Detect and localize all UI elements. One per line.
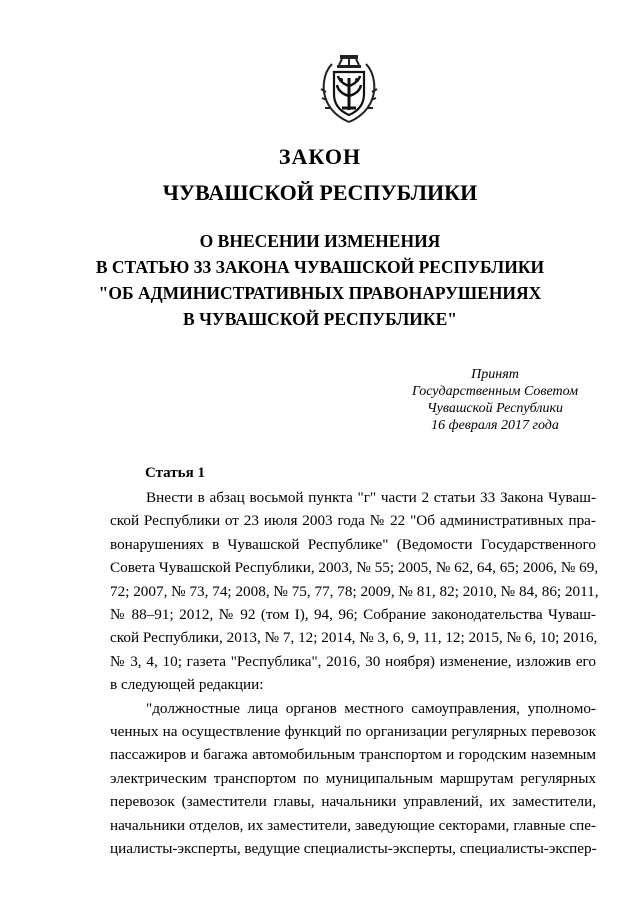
- text-line: Внести в абзац восьмой пункта "г" части 2 статьи 33 Закона Чуваш-: [146, 489, 596, 506]
- law-subtitle-line-2: В СТАТЬЮ 33 ЗАКОНА ЧУВАШСКОЙ РЕСПУБЛИКИ: [95, 257, 545, 277]
- text-line: № 3, 4, 10; газета "Республика", 2016, 30 ноября) изменение, изложив его: [110, 652, 596, 670]
- text-line: № 88–91; 2012, № 92 (том I), 94, 96; Собрание законодательства Чуваш-: [110, 606, 596, 624]
- adoption-line: Государственным Советом: [411, 384, 579, 399]
- text-line: электрическим транспортом по муниципальным маршрутам регулярных: [110, 769, 596, 787]
- text-line: ченных на осуществление функций по организации регулярных перевозок: [110, 723, 596, 741]
- text-line: 72; 2007, № 73, 74; 2008, № 75, 77, 78; 2009, № 81, 82; 2010, № 84, 86; 2011,: [110, 582, 599, 600]
- coat-of-arms-emblem: [318, 52, 380, 124]
- text-line: пассажиров и багажа автомобильным транспортом и городским наземным: [110, 746, 596, 764]
- adoption-block: [400, 366, 590, 434]
- text-line: начальники отделов, их заместители, заведующие секторами, главные спе-: [110, 816, 596, 834]
- text-line: циалисты-эксперты, ведущие специалисты-эксперты, специалисты-экспер-: [110, 840, 597, 858]
- adoption-date: 16 февраля 2017 года: [431, 418, 559, 433]
- text-line: перевозок (заместители главы, начальники управлений, их заместители,: [110, 793, 596, 811]
- text-line: ской Республики от 23 июля 2003 года № 22 "Об административных пра-: [110, 512, 596, 530]
- issuing-authority-title: ЧУВАШСКОЙ РЕСПУБЛИКИ: [162, 180, 478, 205]
- law-subtitle-line-4: В ЧУВАШСКОЙ РЕСПУБЛИКЕ": [183, 309, 457, 329]
- article-heading: Статья 1: [145, 465, 205, 481]
- document-type-title: ЗАКОН: [278, 144, 362, 169]
- law-subtitle-line-1: О ВНЕСЕНИИ ИЗМЕНЕНИЯ: [199, 231, 441, 251]
- law-subtitle-line-3: "ОБ АДМИНИСТРАТИВНЫХ ПРАВОНАРУШЕНИЯХ: [98, 283, 542, 303]
- text-line: "должностные лица органов местного самоуправления, уполномо-: [146, 699, 596, 717]
- text-line: в следующей редакции:: [110, 676, 264, 694]
- adoption-line: Чувашской Республики: [427, 401, 563, 416]
- text-line: Совета Чувашской Республики, 2003, № 55; 2005, № 62, 64, 65; 2006, № 69,: [110, 559, 599, 577]
- adoption-line: Принят: [471, 367, 519, 382]
- article-body: [110, 486, 599, 861]
- text-line: вонарушениях в Чувашской Республике" (Ведомости Государственного: [110, 535, 596, 553]
- text-line: ской Республики, 2013, № 7, 12; 2014, № 3, 6, 9, 11, 12; 2015, № 6, 10; 2016,: [110, 629, 598, 647]
